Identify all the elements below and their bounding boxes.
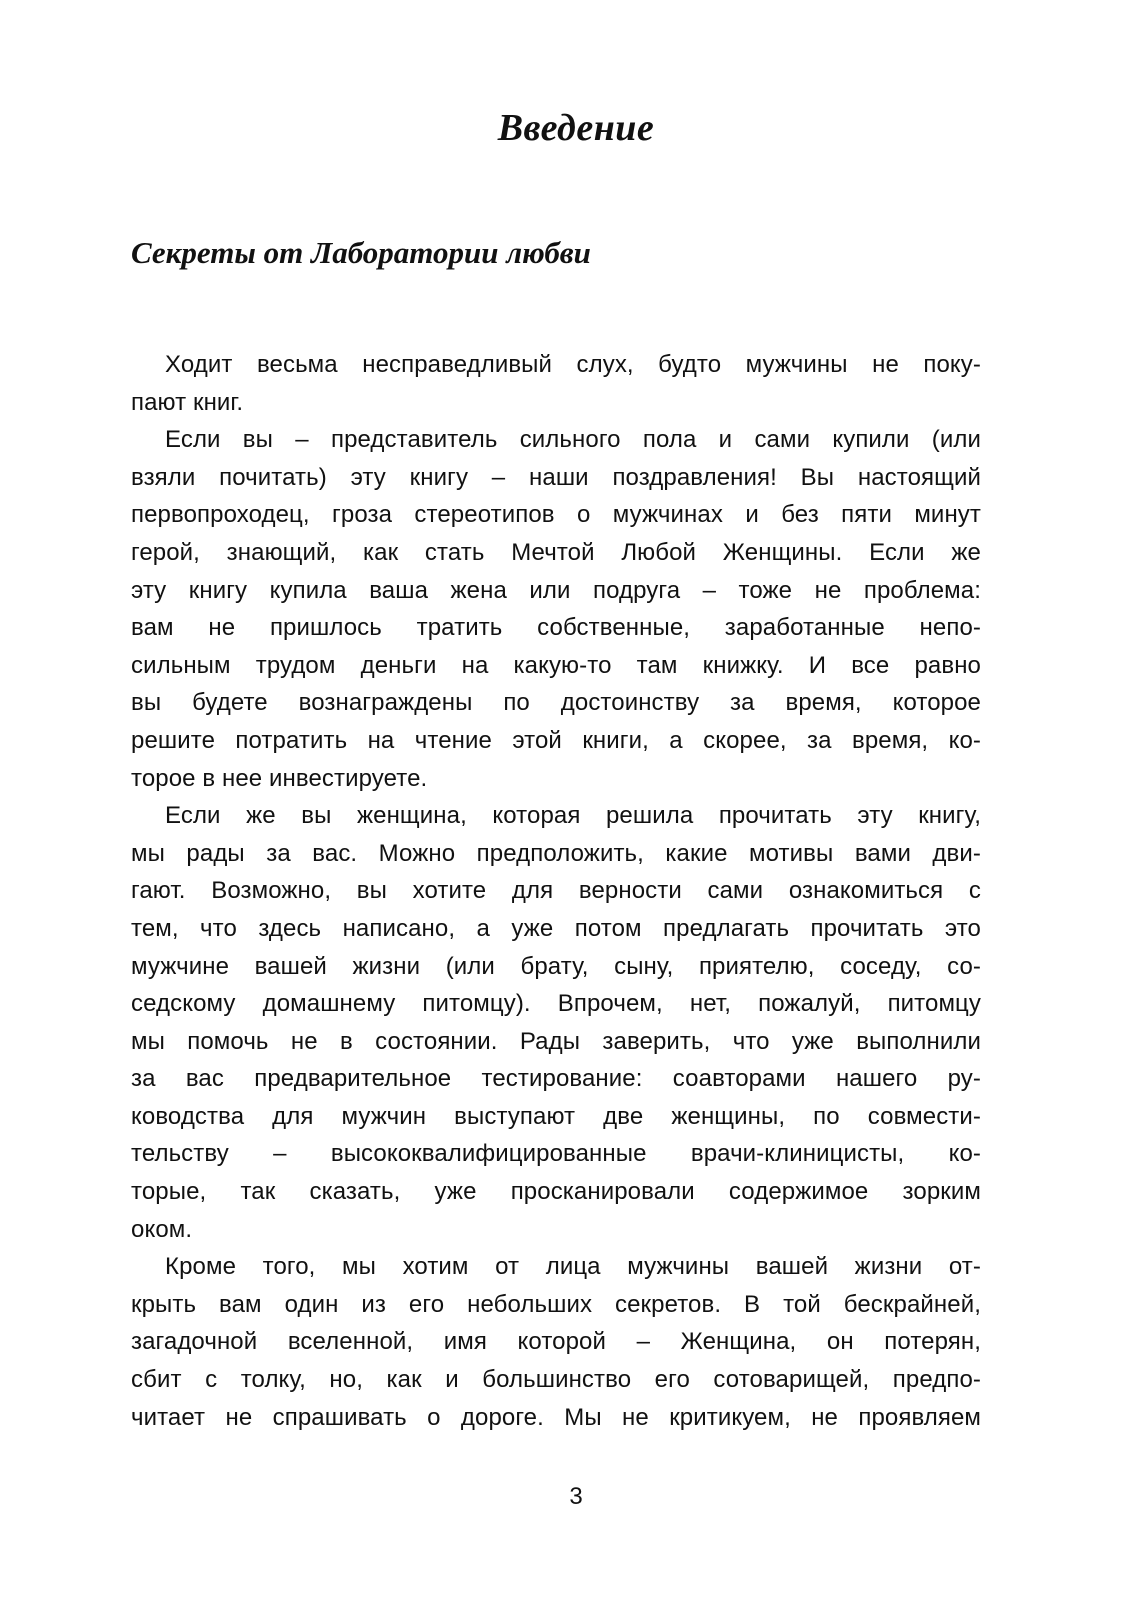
text-line: Ходит весьма несправедливый слух, будто мужчины не поку-	[165, 351, 981, 378]
text-line: тем, что здесь написано, а уже потом предлагать прочитать это	[131, 914, 981, 942]
text-line: торое в нее инвестируете.	[131, 764, 428, 792]
paragraph	[131, 1248, 981, 1436]
text-line: пают книг.	[131, 388, 244, 416]
text-line: ководства для мужчин выступают две женщины, по совмести-	[131, 1102, 981, 1130]
text-line: читает не спрашивать о дороге. Мы не критикуем, не проявляем	[131, 1403, 981, 1431]
text-line: вы будете вознаграждены по достоинству за время, которое	[131, 689, 981, 717]
text-line: загадочной вселенной, имя которой – Женщина, он потерян,	[131, 1328, 981, 1356]
text-line: решите потратить на чтение этой книги, а скорее, за время, ко-	[131, 726, 981, 754]
text-line: первопроходец, гроза стереотипов о мужчинах и без пяти минут	[131, 501, 981, 529]
paragraph	[131, 421, 981, 797]
text-line: оком.	[131, 1215, 193, 1243]
text-line: крыть вам один из его небольших секретов. В той бескрайней,	[131, 1290, 981, 1318]
text-line: взяли почитать) эту книгу – наши поздравления! Вы настоящий	[131, 463, 981, 491]
text-line: сбит с толку, но, как и большинство его сотоварищей, предпо-	[131, 1366, 981, 1394]
text-line: мы рады за вас. Можно предположить, какие мотивы вами дви-	[131, 839, 981, 867]
text-line: торые, так сказать, уже просканировали содержимое зорким	[131, 1178, 981, 1206]
text-line: Если же вы женщина, которая решила прочитать эту книгу,	[165, 802, 981, 830]
page-number: 3	[569, 1483, 583, 1510]
text-line: мужчине вашей жизни (или брату, сыну, приятелю, соседу, со-	[131, 952, 981, 980]
text-line: вам не пришлось тратить собственные, заработанные непо-	[131, 614, 981, 642]
text-line: тельству – высококвалифицированные врачи-клиницисты, ко-	[131, 1140, 981, 1168]
chapter-title: Введение	[497, 107, 655, 149]
text-line: Кроме того, мы хотим от лица мужчины вашей жизни от-	[165, 1253, 981, 1281]
body-text	[131, 346, 981, 1436]
text-line: эту книгу купила ваша жена или подруга – тоже не проблема:	[131, 576, 981, 604]
text-line: герой, знающий, как стать Мечтой Любой Женщины. Если же	[131, 538, 981, 566]
paragraph	[131, 346, 981, 421]
text-line: мы помочь не в состоянии. Рады заверить, что уже выполнили	[131, 1027, 981, 1055]
paragraph	[131, 797, 981, 1248]
text-line: седскому домашнему питомцу). Впрочем, нет, пожалуй, питомцу	[131, 990, 981, 1018]
text-line: гают. Возможно, вы хотите для верности сами ознакомиться с	[131, 877, 981, 905]
text-line: за вас предварительное тестирование: соавторами нашего ру-	[131, 1065, 981, 1093]
section-title: Секреты от Лаборатории любви	[131, 235, 591, 270]
text-line: Если вы – представитель сильного пола и сами купили (или	[165, 426, 981, 454]
text-line: сильным трудом деньги на какую-то там книжку. И все равно	[131, 651, 981, 679]
